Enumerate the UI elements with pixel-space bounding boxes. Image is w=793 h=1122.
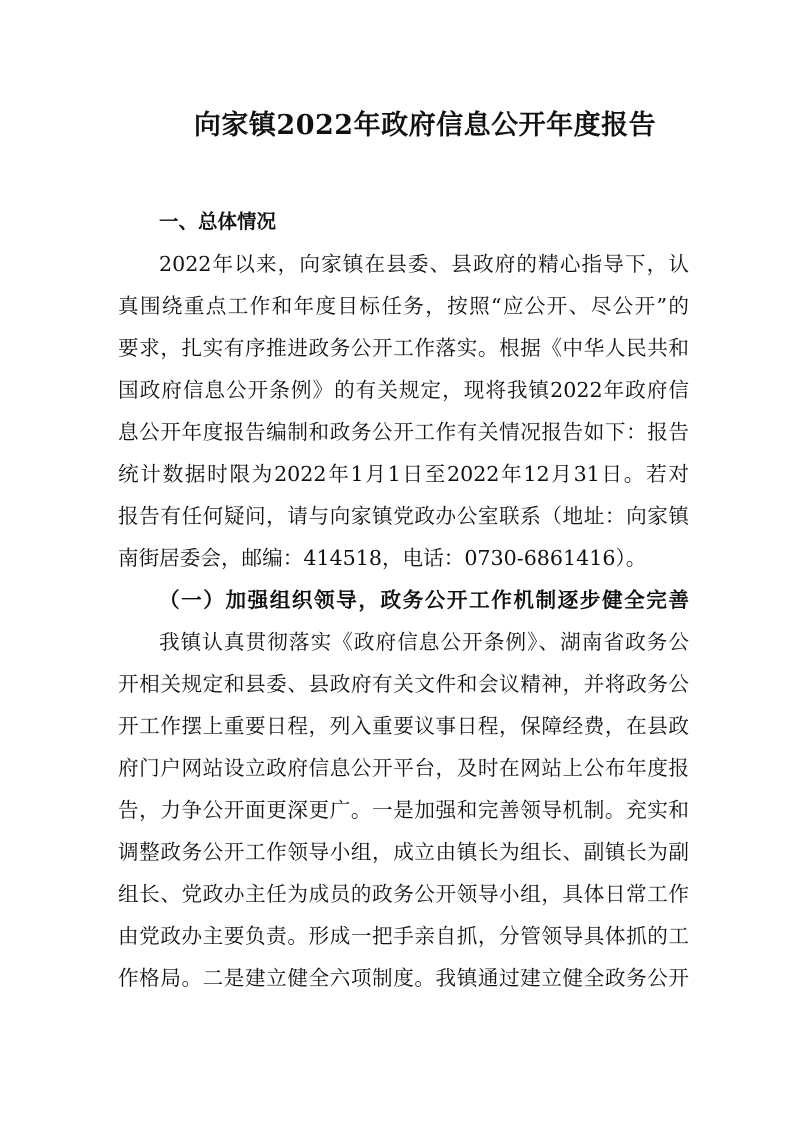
paragraph-line: 统计数据时限为2022年1月1日至2022年12月31日。若对 xyxy=(118,462,689,486)
paragraph-line: 由党政办主要负责。形成一把手亲自抓，分管领导具体抓的工 xyxy=(118,924,689,948)
paragraph-line: 府门户网站设立政府信息公开平台，及时在网站上公布年度报 xyxy=(118,756,689,780)
paragraph-line: 南街居委会，邮编：414518，电话：0730-6861416）。 xyxy=(118,546,647,570)
paragraph-line: 开相关规定和县委、县政府有关文件和会议精神，并将政务公 xyxy=(118,672,689,696)
paragraph-line: 2022年以来，向家镇在县委、县政府的精心指导下，认 xyxy=(159,252,689,276)
paragraph-line: 要求，扎实有序推进政务公开工作落实。根据《中华人民共和 xyxy=(118,336,689,360)
paragraph-line: 组长、党政办主任为成员的政务公开领导小组，具体日常工作 xyxy=(118,882,689,906)
paragraph-line: 告，力争公开面更深更广。一是加强和完善领导机制。充实和 xyxy=(118,798,689,822)
paragraph-line: 息公开年度报告编制和政务公开工作有关情况报告如下：报告 xyxy=(118,420,689,444)
paragraph-line: 真围绕重点工作和年度目标任务，按照“应公开、尽公开”的 xyxy=(118,294,689,318)
document-title: 向家镇2022年政府信息公开年度报告 xyxy=(193,110,657,141)
paragraph-line: 国政府信息公开条例》的有关规定，现将我镇2022年政府信 xyxy=(118,378,689,402)
section-heading-overview: 一、总体情况 xyxy=(159,210,277,233)
paragraph-line: 开工作摆上重要日程，列入重要议事日程，保障经费，在县政 xyxy=(118,714,689,738)
paragraph-line: 作格局。二是建立健全六项制度。我镇通过建立健全政务公开 xyxy=(118,966,689,990)
paragraph-line: 我镇认真贯彻落实《政府信息公开条例》、湖南省政务公 xyxy=(159,630,689,654)
paragraph-line: 调整政务公开工作领导小组，成立由镇长为组长、副镇长为副 xyxy=(118,840,689,864)
subsection-heading-organization: （一）加强组织领导，政务公开工作机制逐步健全完善 xyxy=(159,588,689,612)
paragraph-line: 报告有任何疑问，请与向家镇党政办公室联系（地址：向家镇 xyxy=(118,504,689,528)
